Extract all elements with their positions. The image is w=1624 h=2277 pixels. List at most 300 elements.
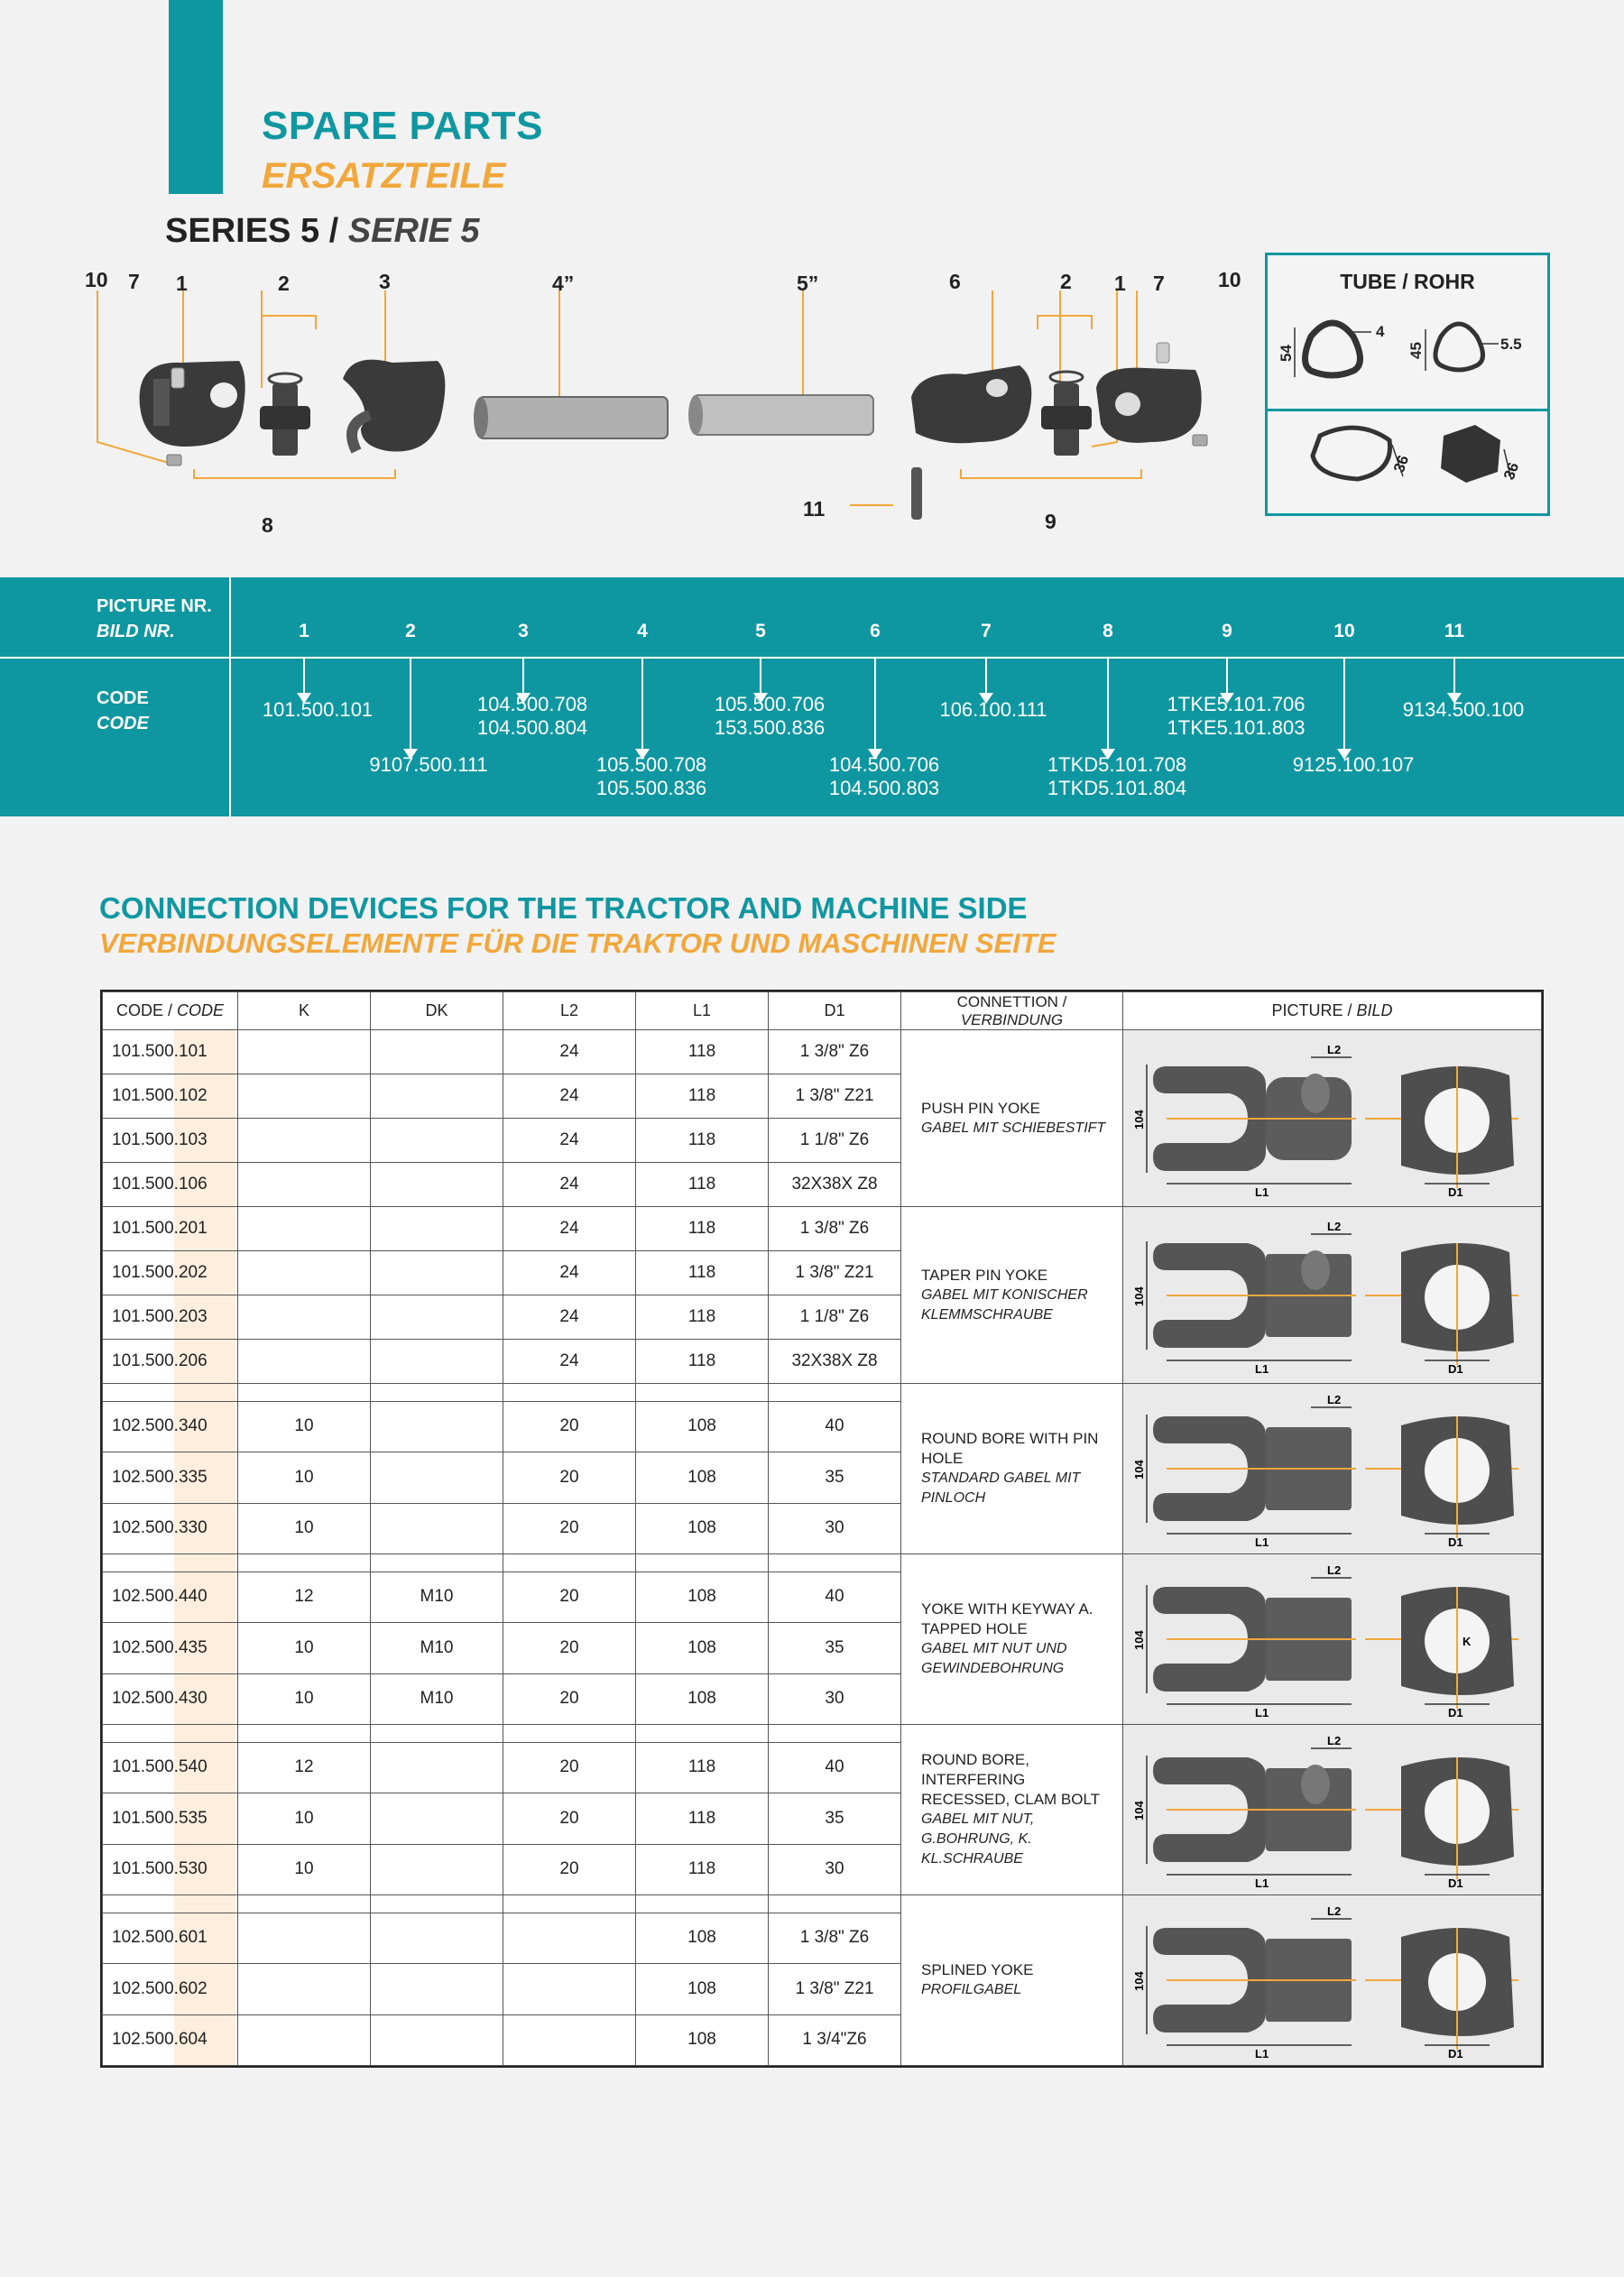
picture-cell [1123,1554,1542,1725]
header-picture-de: BILD [1356,1001,1393,1019]
code-group-3 [477,693,587,740]
cell-dk [371,1742,503,1793]
cell-dk [371,1207,503,1251]
spacer-cell [503,1554,636,1572]
picture-cell [1123,1207,1542,1384]
cell-code [103,1964,238,2014]
tube-dim-5-5: 5.5 [1500,336,1522,353]
code-value: 104.500.804 [476,716,588,739]
cell-l2: 20 [503,1503,636,1553]
code-label-de: CODE [97,714,149,733]
cell-code [103,1793,238,1844]
cell-l2: 20 [503,1742,636,1793]
cell-dk [371,1844,503,1894]
cell-k: 10 [238,1793,371,1844]
page-subtitle: ERSATZTEILE [262,156,506,196]
cell-dk [371,1452,503,1503]
picture-cell [1123,1030,1542,1207]
picture-number-3: 3 [518,621,529,641]
picture-nr-label [97,594,212,644]
picture-number-8: 8 [1103,621,1113,641]
pin-part-7-right [1157,343,1169,363]
code-text: 101.500.206 [112,1351,208,1370]
cell-k [238,1119,371,1163]
svg-text:104: 104 [1132,1460,1146,1480]
cell-l2 [503,2014,636,2065]
picture-number-5: 5 [755,621,766,641]
spacer-cell [238,1725,371,1743]
pin-part-7-left [171,368,184,388]
cell-code [103,1030,238,1074]
cell-dk [371,1074,503,1119]
cell-l1: 108 [636,1503,769,1553]
picture-number-1: 1 [299,621,309,641]
svg-text:L2: L2 [1327,1219,1342,1233]
connection-cell [901,1030,1123,1207]
picture-number-10: 10 [1333,621,1355,641]
cell-k: 10 [238,1401,371,1452]
code-text: 102.500.435 [112,1637,208,1657]
header-d1: D1 [769,992,901,1030]
cell-l2: 20 [503,1401,636,1452]
cell-l2 [503,1964,636,2014]
connection-cell [901,1895,1123,2066]
svg-text:D1: D1 [1448,1876,1463,1889]
code-text: 101.500.203 [112,1307,208,1326]
svg-text:D1: D1 [1448,1706,1463,1719]
screw-part-10-right [1193,435,1207,446]
svg-text:L1: L1 [1255,1535,1269,1548]
cell-code [103,1913,238,1963]
connection-de: GABEL MIT NUT, G.BOHRUNG, K. KL.SCHRAUBE [921,1811,1035,1867]
cell-dk [371,1340,503,1384]
series-de: SERIE 5 [347,212,480,250]
svg-text:D1: D1 [1448,2047,1463,2060]
yoke-drawing [1130,1216,1527,1375]
header-dk: DK [371,992,503,1030]
cell-l1: 108 [636,1401,769,1452]
code-value: 104.500.706 [828,753,940,776]
cell-l1: 118 [636,1844,769,1894]
yoke-drawing [1130,1389,1527,1548]
cell-d1: 1 1/8" Z6 [769,1295,901,1340]
cross-part-2-left [260,373,310,456]
code-text: 101.500.535 [112,1808,208,1828]
code-group-9 [1167,693,1306,740]
svg-text:L1: L1 [1255,1706,1269,1719]
exploded-driveline-diagram [81,262,1254,550]
cell-dk [371,1401,503,1452]
header-connection [901,992,1123,1030]
cell-code [103,1251,238,1295]
cell-code [103,1503,238,1553]
label-2-right: 2 [1060,270,1072,293]
cell-k [238,1251,371,1295]
spacer-cell [769,1554,901,1572]
cell-d1: 35 [769,1793,901,1844]
cell-d1: 1 3/8" Z6 [769,1030,901,1074]
code-group-8 [1047,753,1186,800]
code-label-en: CODE [97,688,149,708]
cell-l1: 118 [636,1163,769,1207]
code-arrow-line [760,659,761,693]
picture-number-7: 7 [981,621,992,641]
cell-dk [371,1163,503,1207]
header-k: K [238,992,371,1030]
cell-d1: 32X38X Z8 [769,1163,901,1207]
code-text: 102.500.335 [112,1467,208,1487]
tube-profiles [1268,255,1547,513]
series-en: SERIES 5 / [165,212,339,250]
cell-d1: 35 [769,1452,901,1503]
label-1-right: 1 [1114,272,1126,295]
header-picture-en: PICTURE / [1271,1001,1352,1019]
picture-number-9: 9 [1222,621,1232,641]
table-row [103,1030,1542,1074]
svg-text:K: K [1463,1635,1472,1648]
label-10-left: 10 [85,268,108,291]
code-group-10 [1293,753,1415,777]
connection-en: ROUND BORE, INTERFERING RECESSED, CLAM BOLT [921,1751,1101,1808]
cell-l1: 118 [636,1340,769,1384]
code-text: 101.500.103 [112,1130,208,1149]
cell-code [103,1207,238,1251]
cell-l2: 20 [503,1452,636,1503]
connection-table [100,990,1544,2068]
cell-l1: 118 [636,1074,769,1119]
cell-code [103,1844,238,1894]
connection-en: ROUND BORE WITH PIN HOLE [921,1430,1099,1467]
connection-de: GABEL MIT KONISCHER KLEMMSCHRAUBE [921,1286,1088,1323]
code-text: 101.500.106 [112,1175,208,1194]
code-arrow-line [410,659,411,749]
tube-profile-box [1265,253,1550,516]
cell-k: 10 [238,1503,371,1553]
cell-dk [371,1793,503,1844]
connection-de: GABEL MIT SCHIEBESTIFT [921,1120,1106,1136]
band-divider-vertical [229,577,231,816]
svg-text:L2: L2 [1327,1042,1342,1056]
accent-bar [169,0,223,194]
cell-k: 10 [238,1452,371,1503]
code-label [97,686,149,736]
cell-l2 [503,1913,636,1963]
cell-d1: 1 3/8" Z21 [769,1251,901,1295]
table-spacer-row [103,1554,1542,1572]
code-value: 1TKE5.101.803 [1167,716,1306,739]
cell-l2: 20 [503,1572,636,1622]
picture-number-6: 6 [870,621,881,641]
spacer-cell [636,1725,769,1743]
spacer-cell [371,1554,503,1572]
cell-d1: 30 [769,1844,901,1894]
label-4: 4” [552,272,575,295]
cell-d1: 1 1/8" Z6 [769,1119,901,1163]
code-value: 9125.100.107 [1292,753,1415,776]
cell-dk [371,1251,503,1295]
cell-l2: 20 [503,1793,636,1844]
header-l1: L1 [636,992,769,1030]
code-value: 104.500.803 [828,777,940,799]
header-code-de: CODE [177,1001,225,1019]
code-text: 101.500.540 [112,1757,208,1777]
connection-en: TAPER PIN YOKE [921,1266,1048,1284]
connection-cell [901,1207,1123,1384]
code-arrow-line [874,659,876,749]
label-6: 6 [949,270,961,293]
svg-text:L2: L2 [1327,1904,1342,1918]
code-value: 105.500.706 [714,693,826,715]
cell-dk [371,1030,503,1074]
label-8: 8 [262,513,273,537]
cell-k [238,1207,371,1251]
table-spacer-row [103,1725,1542,1743]
svg-text:L1: L1 [1255,1361,1269,1375]
code-arrow-line [1226,659,1228,693]
cell-k [238,1964,371,2014]
cell-l1: 118 [636,1251,769,1295]
code-text: 101.500.101 [112,1042,208,1061]
connection-de: GABEL MIT NUT UND GEWINDEBOHRUNG [921,1641,1067,1676]
code-group-11 [1403,698,1525,722]
label-5: 5” [797,272,819,295]
cell-dk: M10 [371,1623,503,1673]
yoke-drawing [1130,1039,1527,1198]
code-text: 102.500.601 [112,1928,208,1948]
table-row [103,1207,1542,1251]
code-text: 101.500.202 [112,1263,208,1282]
cell-d1: 35 [769,1623,901,1673]
spacer-cell [503,1895,636,1913]
cell-code [103,1673,238,1724]
header-connection-de: VERBINDUNG [960,1010,1064,1028]
cell-l2: 24 [503,1295,636,1340]
spacer-cell [503,1725,636,1743]
label-10-right: 10 [1218,268,1241,291]
cell-l2: 24 [503,1340,636,1384]
yoke-drawing [1130,1901,1527,2060]
cell-l1: 118 [636,1295,769,1340]
cell-dk [371,2014,503,2065]
picture-number-11: 11 [1444,621,1465,641]
cell-l2: 20 [503,1673,636,1724]
spacer-cell [769,1725,901,1743]
connection-de: STANDARD GABEL MIT PINLOCH [921,1470,1081,1506]
header-code [103,992,238,1030]
cell-d1: 1 3/8" Z21 [769,1964,901,2014]
cell-d1: 30 [769,1673,901,1724]
cell-d1: 30 [769,1503,901,1553]
cell-code [103,1295,238,1340]
cell-k: 12 [238,1742,371,1793]
cell-l1: 118 [636,1793,769,1844]
code-group-6 [829,753,939,800]
cell-k: 10 [238,1623,371,1673]
tube-dim-36-b: 36 [1499,460,1523,483]
spacer-cell [503,1384,636,1402]
connection-subtitle: VERBINDUNGSELEMENTE FÜR DIE TRAKTOR UND MASCHINEN SEITE [99,927,1057,959]
cell-k [238,1030,371,1074]
spacer-cell [103,1895,238,1913]
cell-l1: 108 [636,1452,769,1503]
cell-d1: 40 [769,1742,901,1793]
code-value: 1TKD5.101.708 [1047,753,1187,776]
cell-l1: 108 [636,2014,769,2065]
svg-text:D1: D1 [1448,1361,1463,1375]
tube-dim-36-a: 36 [1389,453,1413,475]
spacer-cell [238,1895,371,1913]
cell-k [238,2014,371,2065]
cell-l2: 24 [503,1251,636,1295]
spacer-cell [636,1895,769,1913]
code-text: 101.500.201 [112,1219,208,1238]
svg-text:L1: L1 [1255,2047,1269,2060]
cell-d1: 40 [769,1401,901,1452]
cell-code [103,2014,238,2065]
cell-code [103,1074,238,1119]
cell-k [238,1163,371,1207]
cell-code [103,1340,238,1384]
table-header-row [103,992,1542,1030]
yoke-part-6 [911,365,1031,443]
label-1-left: 1 [176,272,188,295]
cell-dk [371,1295,503,1340]
svg-text:L2: L2 [1327,1734,1342,1747]
svg-text:L2: L2 [1327,1393,1342,1406]
spacer-cell [103,1554,238,1572]
cell-k [238,1340,371,1384]
triangular-tube-outer [1306,323,1361,375]
cell-l1: 118 [636,1119,769,1163]
picture-cell [1123,1384,1542,1554]
code-value: 1TKD5.101.804 [1047,777,1187,799]
picture-nr-en: PICTURE NR. [97,596,212,616]
spacer-cell [371,1384,503,1402]
cell-l2: 24 [503,1119,636,1163]
lemon-tube [1313,428,1390,479]
cell-l1: 108 [636,1572,769,1622]
cell-l2: 24 [503,1163,636,1207]
label-7-right: 7 [1153,272,1165,295]
picture-nr-de: BILD NR. [97,622,175,641]
cell-k [238,1295,371,1340]
cell-k [238,1913,371,1963]
spacer-cell [769,1384,901,1402]
connection-cell [901,1725,1123,1895]
cell-l1: 108 [636,1913,769,1963]
code-arrow-line [522,659,524,693]
cell-d1: 1 3/8" Z6 [769,1207,901,1251]
connection-de: PROFILGABEL [921,1982,1022,1997]
cross-part-2-right [1041,372,1092,456]
code-arrow-line [1453,659,1455,693]
cell-l1: 118 [636,1207,769,1251]
cell-k [238,1074,371,1119]
picture-cell [1123,1895,1542,2066]
svg-text:104: 104 [1132,1630,1146,1650]
picture-cell [1123,1725,1542,1895]
series-heading [165,212,480,251]
spacer-cell [636,1554,769,1572]
code-value: 105.500.836 [595,777,707,799]
code-value: 1TKE5.101.706 [1167,693,1306,715]
code-value: 104.500.708 [476,693,588,715]
yoke-drawing [1130,1560,1527,1719]
connection-cell [901,1384,1123,1554]
triangular-tube-inner [1435,324,1483,370]
cell-k: 10 [238,1844,371,1894]
svg-text:104: 104 [1132,1109,1146,1129]
code-value: 101.500.101 [262,698,374,721]
header-code-en: CODE / [115,1001,172,1019]
yoke-part-3 [343,360,445,452]
connection-title: CONNECTION DEVICES FOR THE TRACTOR AND MACHINE SIDE [99,891,1028,925]
code-group-2 [369,753,487,777]
page-title: SPARE PARTS [262,104,543,148]
svg-text:104: 104 [1132,1286,1146,1306]
cell-l1: 108 [636,1964,769,2014]
code-text: 102.500.330 [112,1518,208,1538]
spacer-cell [103,1384,238,1402]
yoke-part-1-right [1096,368,1202,443]
tube-title: TUBE / ROHR [1340,270,1475,293]
svg-text:L2: L2 [1327,1563,1342,1577]
code-text: 102.500.340 [112,1416,208,1436]
tube-part-5 [688,395,873,435]
cell-l2: 24 [503,1207,636,1251]
code-value: 9134.500.100 [1402,698,1525,721]
cell-l1: 108 [636,1673,769,1724]
cell-code [103,1572,238,1622]
cell-l2: 20 [503,1844,636,1894]
cell-code [103,1742,238,1793]
label-7-left: 7 [128,270,140,293]
tube-dim-45: 45 [1407,342,1425,359]
header-picture [1123,992,1542,1030]
pin-part-11 [911,467,922,520]
code-arrow-line [303,659,305,693]
code-arrow-line [1107,659,1109,749]
svg-text:L1: L1 [1255,1876,1269,1889]
cell-l1: 108 [636,1623,769,1673]
code-group-4 [596,753,706,800]
cell-d1: 1 3/4"Z6 [769,2014,901,2065]
picture-number-2: 2 [405,621,416,641]
header-l2: L2 [503,992,636,1030]
cell-dk: M10 [371,1572,503,1622]
code-text: 102.500.430 [112,1689,208,1709]
picture-number-4: 4 [637,621,648,641]
screw-part-10-left [167,455,181,466]
table-spacer-row [103,1895,1542,1913]
svg-text:104: 104 [1132,1801,1146,1821]
tube-dim-54: 54 [1278,345,1295,362]
cell-d1: 1 3/8" Z6 [769,1913,901,1963]
spacer-cell [769,1895,901,1913]
code-group-1 [263,698,373,722]
spacer-cell [636,1384,769,1402]
cell-d1: 40 [769,1572,901,1622]
band-divider-horizontal [0,657,1624,659]
label-2-left: 2 [278,272,290,295]
svg-text:D1: D1 [1448,1535,1463,1548]
spacer-cell [371,1725,503,1743]
yoke-part-1-left [140,361,245,447]
cell-dk [371,1913,503,1963]
code-group-5 [715,693,825,740]
code-arrow-line [641,659,643,749]
spacer-cell [238,1384,371,1402]
